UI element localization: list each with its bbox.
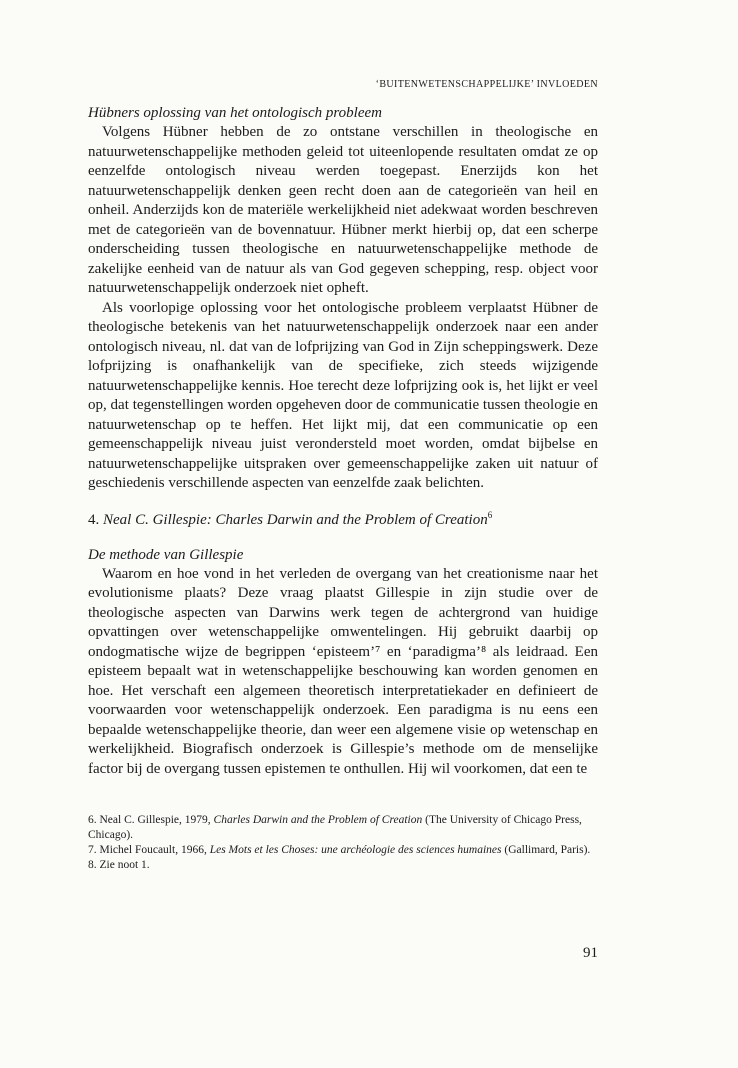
page-number: 91 (583, 945, 598, 961)
paragraph: Volgens Hübner hebben de zo ontstane verschillen in theologische en natuurwetenschappelijke methoden geleid tot uiteenlopende resultaten omdat ze op eenzelfde ontologisch niveau werden toegepast. Enerzijds kon het natuurwetenschappelijk denken geen recht doen aan de categorieën van heil en onheil. Anderzijds kon de materiële werkelijkheid niet adekwaat worden beschreven met de categorieën van de bovennatuur. Hübner merkt hierbij op, dat een scherpe onderscheiding tussen theologische en natuurwetenschappelijke methode de zakelijke eenheid van de natuur als van God gegeven schepping, resp. object voor natuurwetenschappelijk onderzoek niet opheft. (88, 124, 598, 296)
paragraph: Als voorlopige oplossing voor het ontologische probleem verplaatst Hübner de theologische betekenis van het natuurwetenschappelijk onderzoek naar een ander ontologisch niveau, nl. dat van de lofprijzing van God in Zijn scheppingswerk. Deze lofprijzing is onafhankelijk van de specifieke, zich steeds wijzigende natuurwetenschappelijke kennis. Hoe terecht deze lofprijzing ook is, het lijkt er veel op, dat tegenstellingen worden opgeheven door de communicatie tussen theologie en natuurwetenschap op te heffen. Het lijkt mij, dat een communicatie op een gemeenschappelijk niveau juist verondersteld moet worden, omdat bijbelse en natuurwetenschappelijke uitspraken over gemeenschappelijke zaken uit natuur of geschiedenis verschillende aspecten van eenzelfde zaak belichten. (88, 299, 598, 491)
footnote: 8. Zie noot 1. (88, 859, 150, 871)
section-body-hubner (88, 123, 598, 494)
page-content (88, 78, 598, 873)
section-subheading-gillespie: De methode van Gillespie (88, 546, 244, 563)
footnote: 6. Neal C. Gillespie, 1979, Charles Darwin and the Problem of Creation (The University of Chicago Press, Chicago). (88, 814, 582, 841)
paragraph: Waarom en hoe vond in het verleden de overgang van het creationisme naar het evolutionisme plaats? Deze vraag plaatst Gillespie in zijn studie over de theologische aspecten van Darwins werk tegen de achtergrond van huidige opvattingen over wetenschappelijke omwentelingen. Hij gebruikt daarbij op ondogmatische wijze de begrippen ‘episteem’⁷ en ‘paradigma’⁸ als leidraad. Een episteem bepaalt wat in wetenschappelijke beschouwing kan worden genomen en hoe. Het verschaft een algemeen theoretisch interpretatiekader en definieert de voorwaarden voor wetenschappelijk onderzoek. Een paradigma is nu eens een bepaalde wetenschappelijke theorie, dan weer een algemene visie op wetenschap en werkelijkheid. Biografisch onderzoek is Gillespie’s methode om de menselijke factor bij de overgang tussen epistemen te onthullen. Hij wil voorkomen, dat een te (88, 565, 598, 777)
section-heading-gillespie (88, 511, 598, 530)
footnotes (88, 813, 598, 873)
section-subheading-hubner: Hübners oplossing van het ontologisch probleem (88, 105, 383, 121)
running-head: ‘BUITENWETENSCHAPPELIJKE’ INVLOEDEN (375, 79, 598, 90)
section-body-gillespie (88, 565, 598, 780)
footnote-ref: 6 (487, 509, 493, 520)
section-title: Neal C. Gillespie: Charles Darwin and the Problem of Creation (103, 511, 488, 528)
footnote: 7. Michel Foucault, 1966, Les Mots et les Choses: une archéologie des sciences humaines (Gallimard, Paris). (88, 844, 591, 856)
section-number: 4. (88, 511, 100, 528)
